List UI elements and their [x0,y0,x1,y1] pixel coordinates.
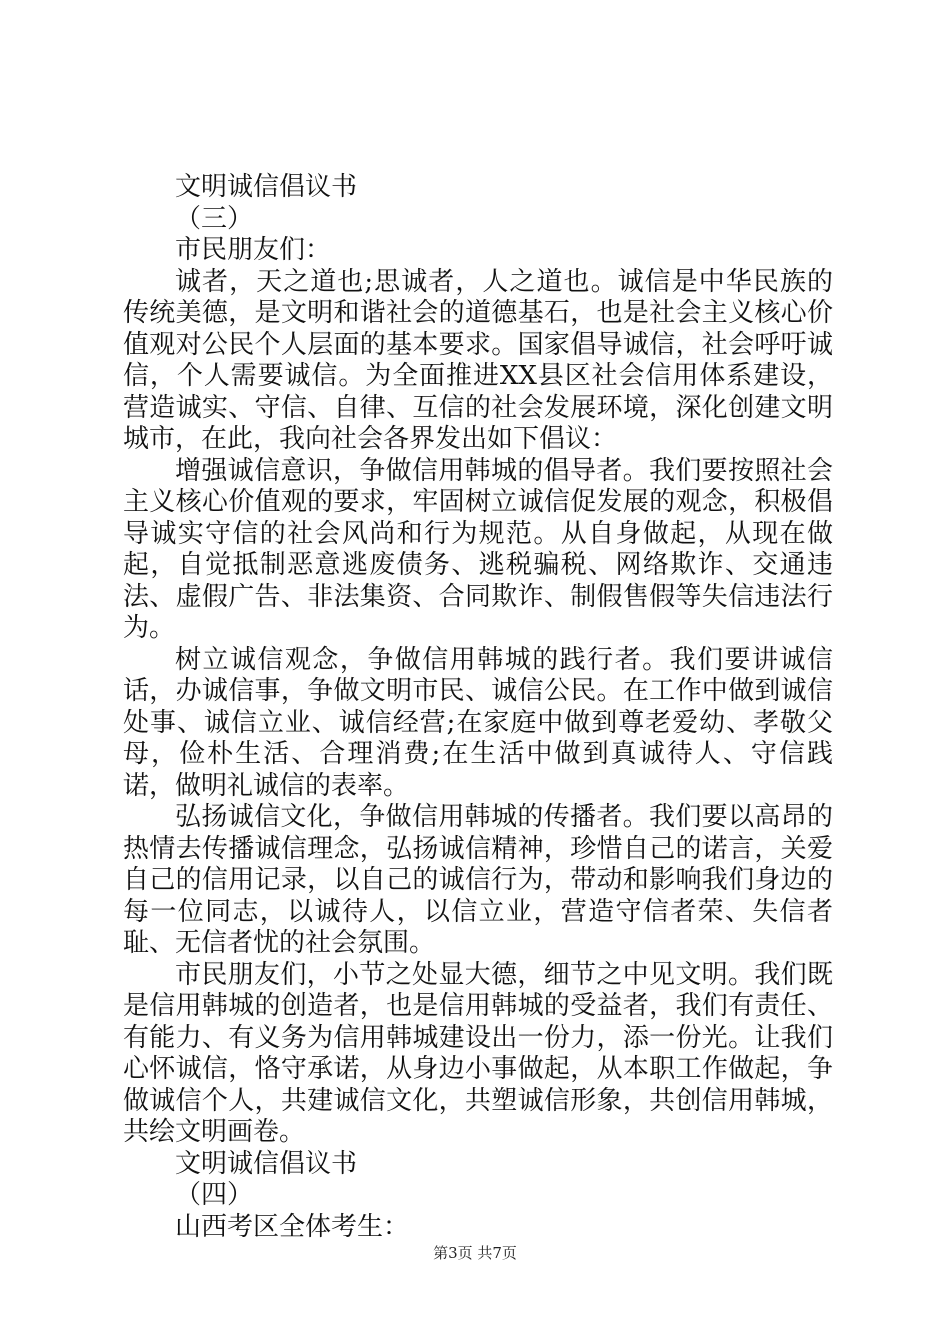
document-body [123,172,833,1243]
page-footer: 第3页 共7页 [433,1244,517,1262]
section-number-2: （四） [175,1180,254,1210]
salutation: 市民朋友们： [175,235,332,265]
paragraph-practice: 树立诚信观念，争做信用韩城的践行者。我们要讲诚信话，办诚信事，争做文明市民、诚信公民。在工作中做到诚信处事、诚信立业、诚信经营;在家庭中做到尊老爱幼、孝敬父母，俭朴生活、合理消费;在生活中做到真诚待人、守信践诺，做明礼诚信的表率。 [123,644,833,801]
salutation-2: 山西考区全体考生： [175,1211,410,1242]
paragraph-intro: 诚者，天之道也;思诚者，人之道也。诚信是中华民族的传统美德，是文明和谐社会的道德基石，也是社会主义核心价值观对公民个人层面的基本要求。国家倡导诚信，社会呼吁诚信，个人需要诚信。为全面推进XX县区社会信用体系建设，营造诚实、守信、自律、互信的社会发展环境，深化创建文明城市，在此，我向社会各界发出如下倡议： [123,266,833,454]
paragraph-spread: 弘扬诚信文化，争做信用韩城的传播者。我们要以高昂的热情去传播诚信理念，弘扬诚信精神，珍惜自己的诺言，关爱自己的信用记录，以自己的诚信行为，带动和影响我们身边的每一位同志，以诚待人，以信立业，营造守信者荣、失信者耻、无信者忧的社会氛围。 [123,802,833,958]
title-heading: 文明诚信倡议书 [175,172,358,202]
title-heading-2: 文明诚信倡议书 [175,1148,358,1179]
paragraph-advocate: 增强诚信意识，争做信用韩城的倡导者。我们要按照社会主义核心价值观的要求，牢固树立诚信促发展的观念，积极倡导诚实守信的社会风尚和行为规范。从自身做起，从现在做起，自觉抵制恶意逃废债务、逃税骗税、网络欺诈、交通违法、虚假广告、非法集资、合同欺诈、制假售假等失信违法行为。 [123,455,833,643]
section-number: （三） [175,203,254,234]
paragraph-closing: 市民朋友们，小节之处显大德，细节之中见文明。我们既是信用韩城的创造者，也是信用韩城的受益者，我们有责任、有能力、有义务为信用韩城建设出一份力，添一份光。让我们心怀诚信，恪守承诺，从身边小事做起，从本职工作做起，争做诚信个人，共建诚信文化，共塑诚信形象，共创信用韩城，共绘文明画卷。 [123,959,833,1147]
